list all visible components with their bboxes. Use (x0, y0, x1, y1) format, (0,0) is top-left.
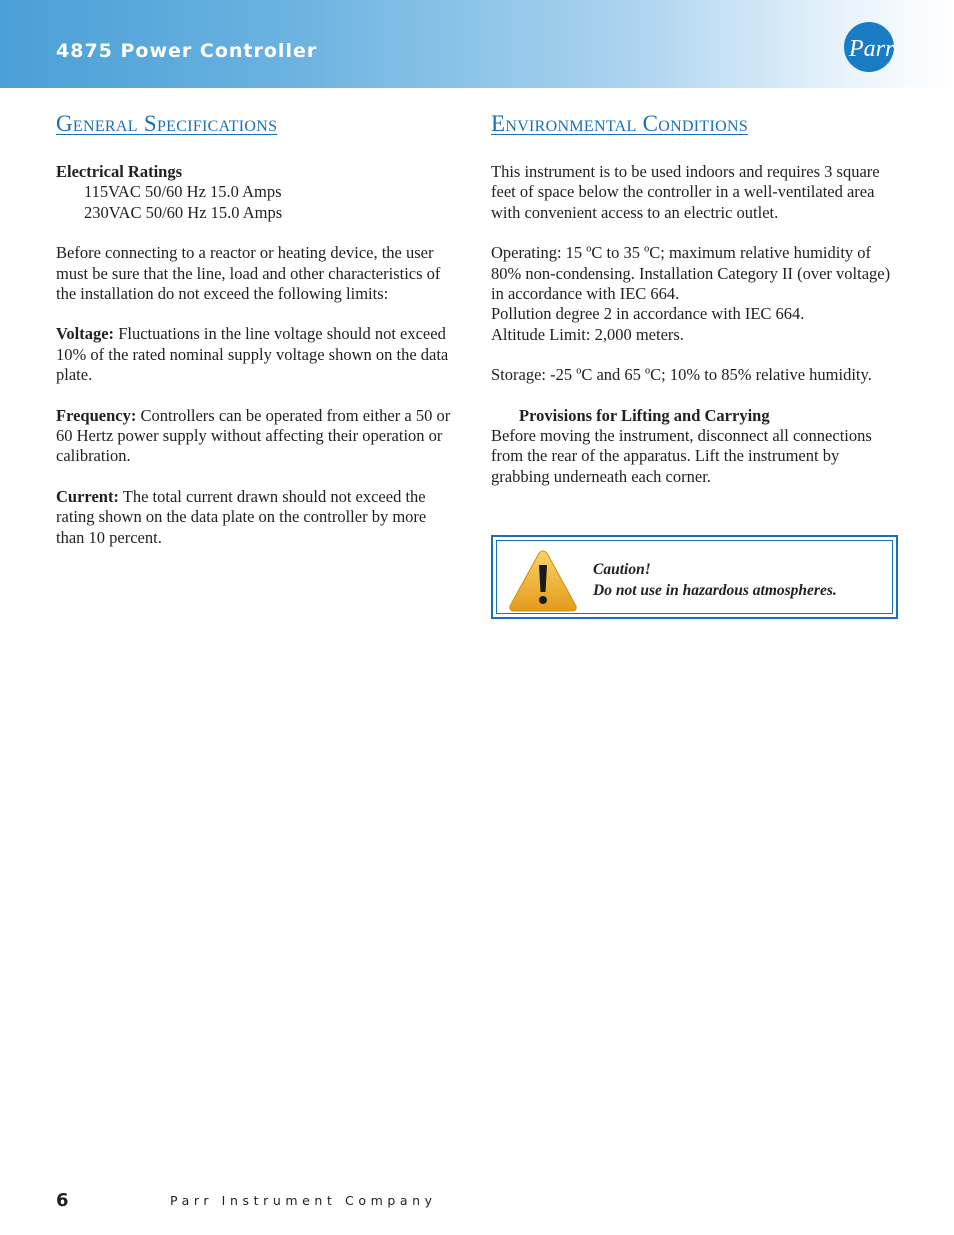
parr-logo-icon (844, 20, 898, 74)
electrical-ratings (56, 162, 456, 223)
general-specifications-section (56, 110, 456, 568)
rating-115vac: 115VAC 50/60 Hz 15.0 Amps (84, 182, 282, 202)
frequency-paragraph (56, 406, 456, 467)
indoors-paragraph: This instrument is to be used indoors and requires 3 square feet of space below the controller in a well-ventilated area with convenient access to an electric outlet. (491, 162, 880, 222)
svg-text:Parr: Parr (849, 36, 895, 62)
footer-company: Parr Instrument Company (170, 1193, 437, 1208)
general-specifications-heading: General Specifications (56, 111, 278, 136)
frequency-text: Controllers can be operated from either a 50 or 60 Hertz power supply without affecting their operation or calibration. (56, 405, 451, 466)
provisions-title: Provisions for Lifting and Carrying (519, 405, 770, 425)
frequency-label: Frequency: (56, 405, 137, 425)
storage-paragraph: Storage: -25 ºC and 65 ºC; 10% to 85% relative humidity. (491, 365, 872, 385)
caution-box (491, 535, 898, 619)
caution-title: Caution! (593, 561, 651, 578)
caution-inner-border (496, 540, 893, 614)
operating-paragraph (491, 243, 896, 345)
current-paragraph (56, 487, 456, 548)
provisions-paragraph (491, 406, 896, 488)
intro-paragraph: Before connecting to a reactor or heating device, the user must be sure that the line, load and other characteristics of the installation do not exceed the following limits: (56, 243, 441, 304)
current-text: The total current drawn should not exceed the rating shown on the data plate on the controller by more than 10 percent. (56, 486, 427, 547)
operating-text: Operating: 15 ºC to 35 ºC; maximum relative humidity of 80% non-condensing. Installation Category II (over voltage) in accordance with IEC 664. (491, 243, 891, 304)
rating-230vac: 230VAC 50/60 Hz 15.0 Amps (84, 202, 283, 222)
document-title: 4875 Power Controller (56, 40, 318, 62)
environmental-conditions-heading: Environmental Conditions (491, 111, 749, 136)
page-number: 6 (56, 1190, 69, 1211)
voltage-paragraph (56, 324, 456, 385)
altitude-text: Altitude Limit: 2,000 meters. (491, 324, 684, 344)
caution-text (593, 559, 837, 601)
voltage-label: Voltage: (56, 324, 115, 344)
voltage-text: Fluctuations in the line voltage should not exceed 10% of the rated nominal supply voltage shown on the data plate. (56, 324, 449, 385)
pollution-text: Pollution degree 2 in accordance with IEC 664. (491, 304, 805, 324)
current-label: Current: (56, 486, 119, 506)
electrical-ratings-title: Electrical Ratings (56, 162, 183, 181)
environmental-conditions-section (491, 110, 896, 507)
page-header (0, 0, 954, 88)
warning-icon (507, 548, 579, 614)
caution-message: Do not use in hazardous atmospheres. (593, 582, 837, 599)
provisions-text: Before moving the instrument, disconnect all connections from the rear of the apparatus. Lift the instrument by grabbing underneath each corner. (491, 426, 872, 486)
